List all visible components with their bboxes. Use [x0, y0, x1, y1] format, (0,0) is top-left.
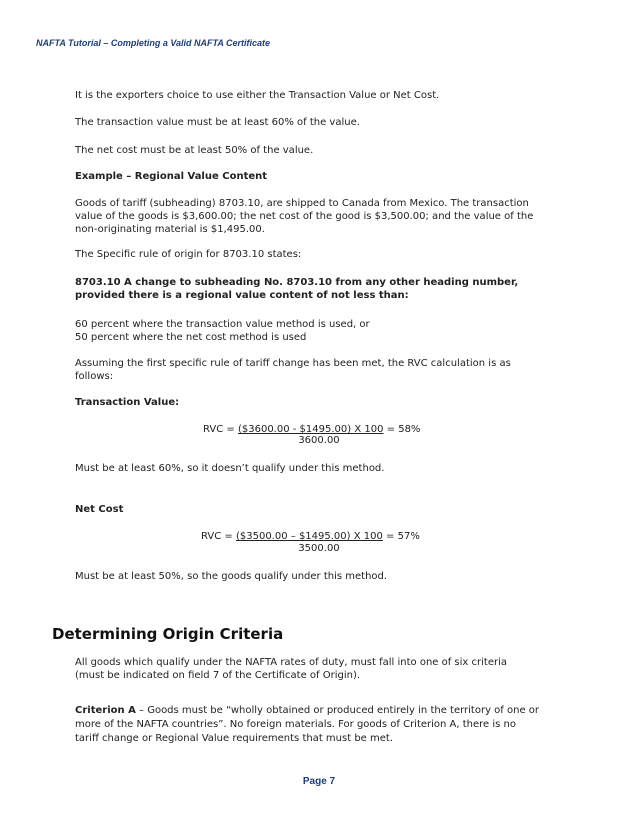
criterion-a-line: tariff change or Regional Value requirements that must be met.	[75, 733, 393, 744]
assume-line: follows:	[75, 371, 114, 382]
percent-paragraph	[75, 318, 575, 344]
criterion-a-line: more of the NAFTA countries”. No foreign materials. For goods of Criterion A, there is no	[75, 719, 517, 730]
document-header: NAFTA Tutorial – Completing a Valid NAFTA Certificate	[36, 38, 271, 48]
rule-statement	[75, 276, 575, 302]
transaction-value-conclusion: Must be at least 60%, so it doesn’t qualify under this method.	[75, 463, 385, 474]
formula-numerator: ($3600.00 - $1495.00) X 100	[237, 424, 384, 435]
formula-numerator: ($3500.00 – $1495.00) X 100	[235, 531, 383, 542]
formula-result: = 58%	[383, 424, 421, 435]
net-cost-conclusion: Must be at least 50%, so the goods qualify under this method.	[75, 571, 388, 582]
net-cost-heading: Net Cost	[75, 504, 124, 515]
percent-line: 50 percent where the net cost method is used	[75, 332, 307, 343]
rule-line: 8703.10 A change to subheading No. 8703.10 from any other heading number,	[75, 277, 519, 288]
assume-paragraph	[75, 357, 575, 383]
paragraph-transaction-value-min: The transaction value must be at least 60% of the value.	[75, 117, 360, 128]
criterion-a-text: – Goods must be “wholly obtained or produced entirely in the territory of one or	[135, 705, 540, 716]
formula-prefix: RVC =	[203, 424, 238, 435]
goods-line: non-originating material is $1,495.00.	[75, 224, 265, 235]
example-heading: Example – Regional Value Content	[75, 171, 268, 182]
formula-result: = 57%	[382, 531, 420, 542]
transaction-value-denominator: 3600.00	[298, 435, 340, 446]
paragraph-exporters-choice: It is the exporters choice to use either the Transaction Value or Net Cost.	[75, 90, 440, 101]
rule-intro: The Specific rule of origin for 8703.10 states:	[75, 249, 302, 260]
page-number: Page 7	[302, 776, 336, 787]
all-goods-line: (must be indicated on field 7 of the Certificate of Origin).	[75, 670, 361, 681]
assume-line: Assuming the first specific rule of tariff change has been met, the RVC calculation is as	[75, 358, 511, 369]
criterion-a-line	[75, 704, 575, 718]
percent-line: 60 percent where the transaction value method is used, or	[75, 319, 370, 330]
section-heading: Determining Origin Criteria	[52, 625, 284, 643]
criterion-a-paragraph	[75, 704, 575, 746]
rule-line: provided there is a regional value content of not less than:	[75, 290, 409, 301]
all-goods-line: All goods which qualify under the NAFTA rates of duty, must fall into one of six criteria	[75, 657, 507, 668]
formula-prefix: RVC =	[201, 531, 236, 542]
paragraph-net-cost-min: The net cost must be at least 50% of the value.	[75, 145, 314, 156]
goods-paragraph	[75, 197, 575, 236]
net-cost-denominator: 3500.00	[298, 543, 340, 554]
goods-line: value of the goods is $3,600.00; the net cost of the good is $3,500.00; and the value of the	[75, 211, 534, 222]
goods-line: Goods of tariff (subheading) 8703.10, are shipped to Canada from Mexico. The transaction	[75, 198, 529, 209]
criterion-a-label: Criterion A	[75, 705, 136, 716]
all-goods-paragraph	[75, 656, 575, 682]
transaction-value-heading: Transaction Value:	[75, 397, 180, 408]
